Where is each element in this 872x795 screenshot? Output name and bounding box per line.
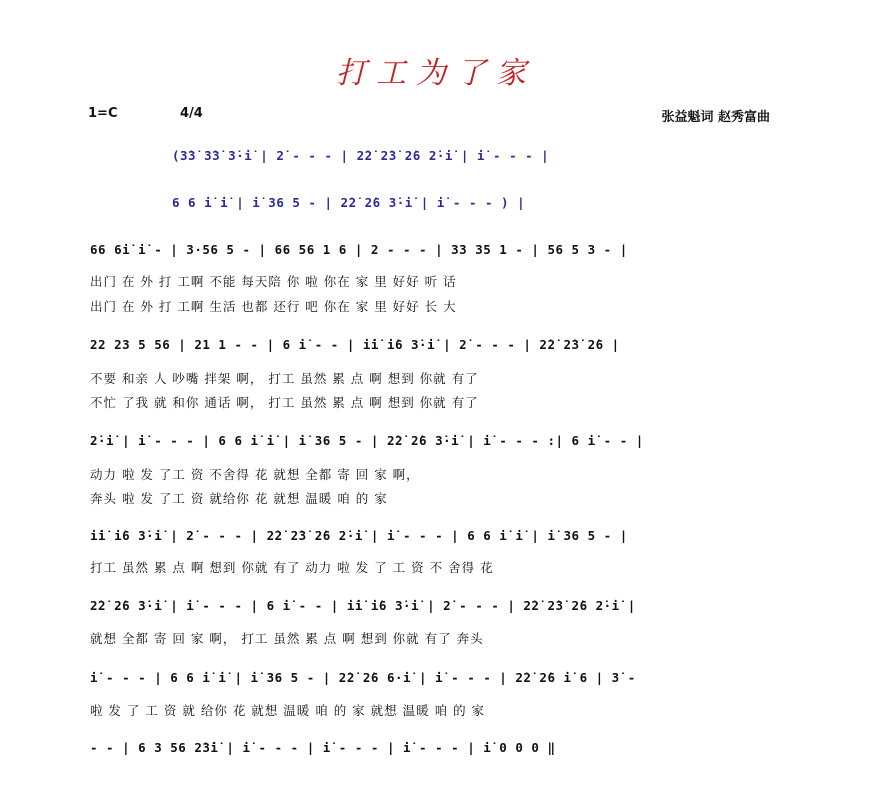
song-title: 打工为了家 — [336, 56, 536, 91]
notation-line-2: 22 23 5 56 | 21 1 - - | 6 i̇ - - | i̇i̇ i̇6 3̇·i̇ | 2̇ - - - | 2̇2̇ 2̇3̇ 2̇6 | — [90, 337, 620, 352]
lyric-line-2-verse-1: 不要 和亲 人 吵嘴 拌架 啊， 打工 虽然 累 点 啊 想到 你就 有了 — [90, 371, 479, 386]
lyric-line-6: 啦 发 了 工 资 就 给你 花 就想 温暖 咱 的 家 就想 温暖 咱 的 家 — [90, 703, 486, 718]
notation-line-5: 2̇2̇ 2̇6 3̇·i̇ | i̇ - - - | 6 i̇ - - | i̇i̇ i̇6 3̇·i̇ | 2̇ - - - | 2̇2̇ 2̇3̇ 2̇6 2̇·i̇ | — [90, 598, 636, 613]
notation-line-4: i̇i̇ i̇6 3̇·i̇ | 2̇ - - - | 2̇2̇ 2̇3̇ 2̇6 2̇·i̇ | i̇ - - - | 6 6 i̇ i̇ | i̇ 36 5 - | — [90, 528, 628, 543]
intro-line-2: 6 6 i̇ i̇ | i̇ 36 5 - | 2̇2̇ 2̇6 3̇·i̇ | i̇ - - - ) | — [172, 195, 526, 210]
notation-line-7: - - | 6 3 56 2̇3̇i̇ | i̇ - - - | i̇ - - - | i̇ - - - | i̇ 0 0 0 ‖ — [90, 740, 556, 755]
lyric-line-3-verse-1: 动力 啦 发 了工 资 不舍得 花 就想 全都 寄 回 家 啊， — [90, 467, 420, 482]
lyric-line-3-verse-2: 奔头 啦 发 了工 资 就给你 花 就想 温暖 咱 的 家 — [90, 491, 388, 506]
intro-line-1: (3̇3̇ 3̇3̇ 3̇·i̇ | 2̇ - - - | 2̇2̇ 2̇3̇ 2̇6 2̇·i̇ | i̇ - - - | — [172, 148, 550, 163]
lyric-line-1-verse-2: 出门 在 外 打 工啊 生活 也都 还行 吧 你在 家 里 好好 长 大 — [90, 299, 457, 314]
notation-line-1: 66 6i̇ i̇ - | 3·56 5 - | 66 56 1 6 | 2 - - - | 33 35 1 - | 56 5 3 - | — [90, 242, 628, 257]
credits: 张益魁词 赵秀富曲 — [661, 110, 770, 125]
time-signature: 4/4 — [180, 106, 203, 121]
lyric-line-1-verse-1: 出门 在 外 打 工啊 不能 每天陪 你 啦 你在 家 里 好好 听 话 — [90, 274, 457, 289]
key-signature: 1=C — [88, 106, 118, 121]
notation-line-6: i̇ - - - | 6 6 i̇ i̇ | i̇ 36 5 - | 2̇2̇ 2̇6 6·i̇ | i̇ - - - | 2̇2̇ 2̇6 i̇ 6 | 3̇ - — [90, 670, 636, 685]
lyric-line-2-verse-2: 不忙 了我 就 和你 通话 啊， 打工 虽然 累 点 啊 想到 你就 有了 — [90, 395, 479, 410]
lyric-line-4: 打工 虽然 累 点 啊 想到 你就 有了 动力 啦 发 了 工 资 不 舍得 花 — [90, 560, 494, 575]
lyric-line-5: 就想 全都 寄 回 家 啊， 打工 虽然 累 点 啊 想到 你就 有了 奔头 — [90, 631, 484, 646]
notation-line-3: 2̇·i̇ | i̇ - - - | 6 6 i̇ i̇ | i̇ 36 5 - | 2̇2̇ 2̇6 3̇·i̇ | i̇ - - - :| 6 i̇ - - | — [90, 433, 644, 448]
